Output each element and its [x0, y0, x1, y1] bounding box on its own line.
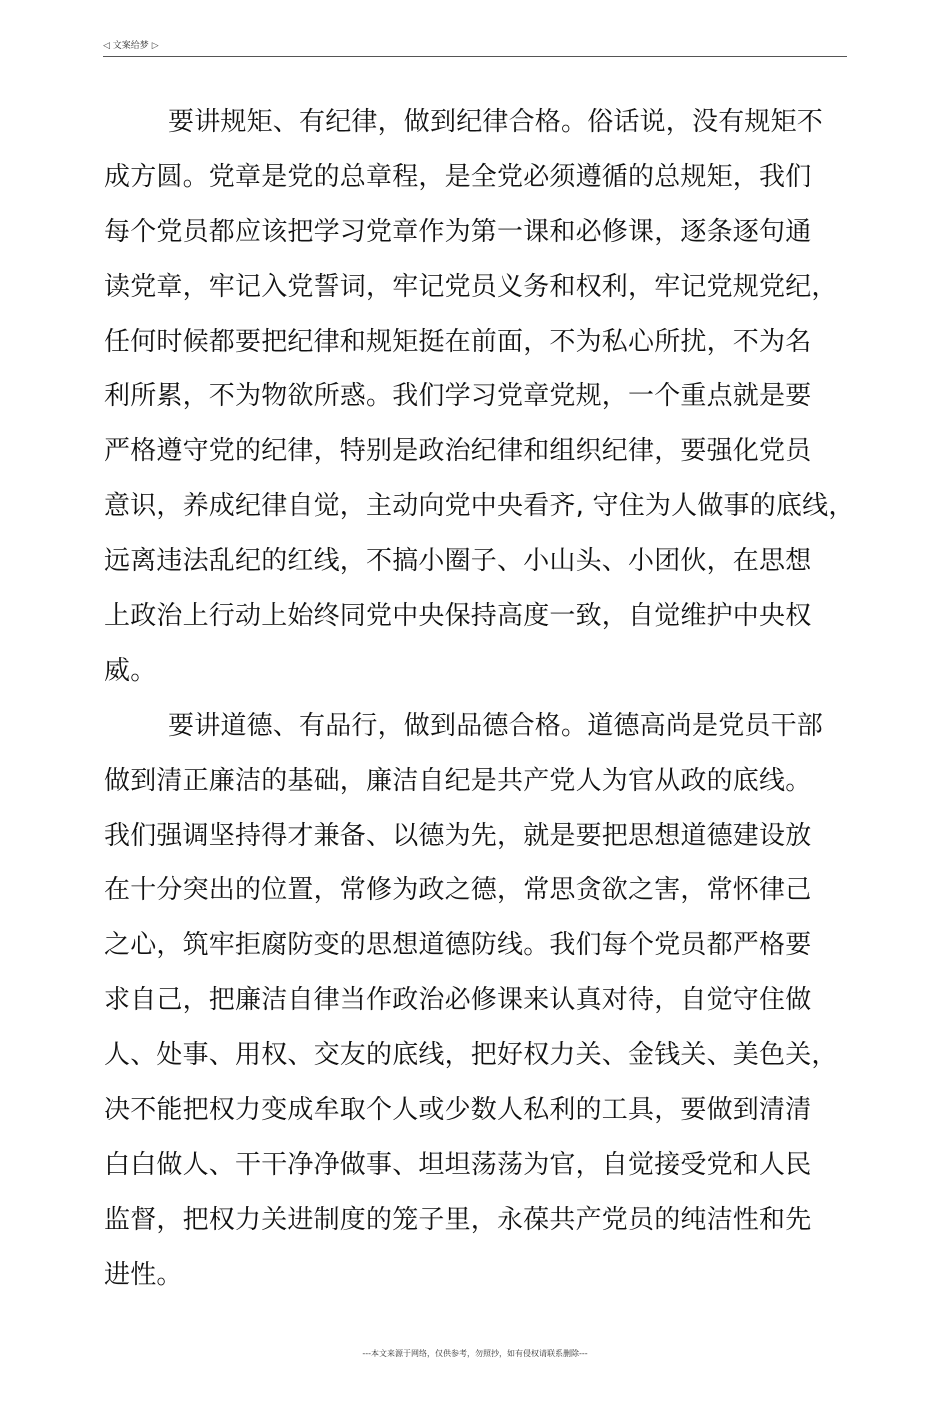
paragraph-2-line-1: 要讲道德、有品行，做到品德合格。道德高尚是党员干部: [168, 710, 824, 741]
paragraph-1-line-1: 要讲规矩、有纪律，做到纪律合格。俗话说，没有规矩不: [168, 107, 824, 137]
paragraph-1-line-6: 利所累，不为物欲所惑。我们学习党章党规，一个重点就是要: [104, 381, 812, 412]
paragraph-1-line-11: 威。: [104, 655, 157, 686]
paragraph-2-line-5: 之心，筑牢拒腐防变的思想道德防线。我们每个党员都严格要: [104, 930, 812, 961]
paragraph-1-line-10: 上政治上行动上始终同党中央保持高度一致，自觉维护中央权: [104, 601, 812, 632]
document-body: [104, 95, 864, 1303]
paragraph-2-line-4: 在十分突出的位置，常修为政之德，常思贪欲之害，常怀律己: [104, 875, 812, 906]
paragraph-1-line-7: 严格遵守党的纪律，特别是政治纪律和组织纪律，要强化党员: [104, 436, 812, 467]
header-title: 文案给梦: [112, 41, 149, 51]
paragraph-2-line-3: 我们强调坚持得才兼备、以德为先，就是要把思想道德建设放: [104, 820, 812, 851]
paragraph-1-line-3: 每个党员都应该把学习党章作为第一课和必修课，逐条逐句通: [104, 216, 812, 247]
paragraph-2-line-11: 进性。: [104, 1259, 183, 1290]
paragraph-1-line-2: 成方圆。党章是党的总章程，是全党必须遵循的总规矩，我们: [104, 161, 812, 192]
paragraph-2-line-7: 人、处事、用权、交友的底线，把好权力关、金钱关、美色关，: [104, 1040, 838, 1071]
paragraph-2-line-10: 监督，把权力关进制度的笼子里，永葆共产党员的纯洁性和先: [104, 1204, 812, 1235]
paragraph-2-line-6: 求自己，把廉洁自律当作政治必修课来认真对待，自觉守住做: [104, 985, 812, 1016]
paragraph-1-line-9: 远离违法乱纪的红线，不搞小圈子、小山头、小团伙，在思想: [104, 546, 812, 577]
paragraph-1-line-5: 任何时候都要把纪律和规矩挺在前面，不为私心所扰，不为名: [104, 326, 812, 357]
paragraph-1-line-8: 意识，养成纪律自觉，主动向党中央看齐, 守住为人做事的底线，: [104, 491, 855, 522]
right-triangle-icon: ▷: [151, 41, 159, 51]
page-footer: ---本文来源于网络，仅供参考，勿照抄，如有侵权请联系删除---: [362, 1349, 588, 1358]
paragraph-2-line-2: 做到清正廉洁的基础，廉洁自纪是共产党人为官从政的底线。: [104, 765, 812, 796]
page-header: [103, 38, 847, 57]
paragraph-1-line-4: 读党章，牢记入党誓词，牢记党员义务和权利，牢记党规党纪，: [104, 271, 838, 302]
paragraph-2-line-8: 决不能把权力变成牟取个人或少数人私利的工具，要做到清清: [104, 1095, 812, 1126]
left-triangle-icon: ◁: [103, 41, 110, 51]
paragraph-2-line-9: 白白做人、干干净净做事、坦坦荡荡为官，自觉接受党和人民: [104, 1149, 812, 1180]
